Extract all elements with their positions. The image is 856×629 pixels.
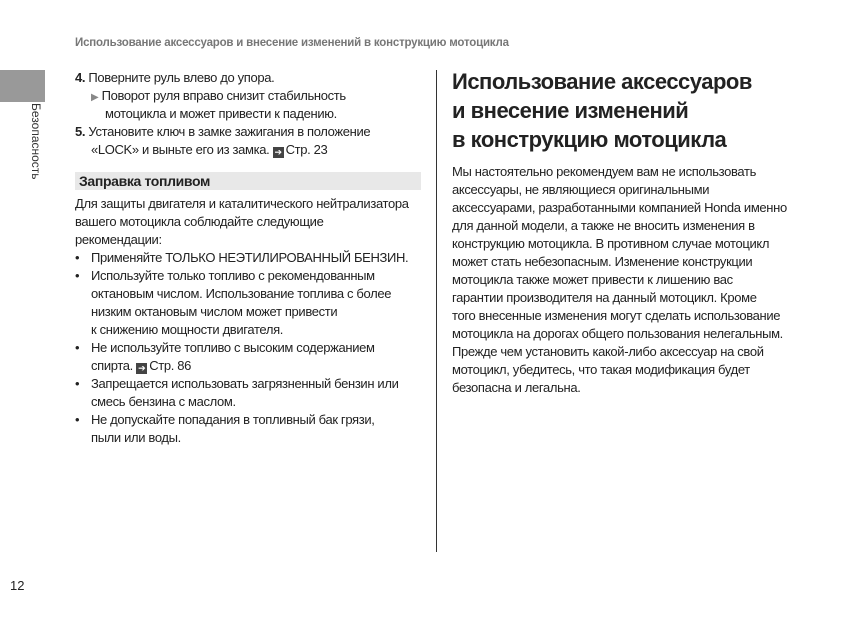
bullet-text: Используйте только топливо с рекомендованным: [91, 268, 375, 283]
body-line: может стать небезопасным. Изменение конструкции: [452, 254, 753, 269]
page-ref-link[interactable]: Стр. 86: [149, 358, 192, 373]
column-divider: [436, 70, 437, 552]
bullet-line: [75, 303, 421, 321]
page-number: 12: [10, 578, 25, 593]
triangle-arrow-icon: ▶: [91, 92, 99, 103]
title-line: Использование аксессуаров: [452, 69, 752, 94]
step-number: 5.: [75, 124, 86, 139]
step-text: «LOCK» и выньте его из замка.: [91, 142, 270, 157]
intro-line: вашего мотоцикла соблюдайте следующие: [75, 214, 324, 229]
bullet-line: [75, 321, 421, 339]
note-line: мотоцикла и может привести к падению.: [105, 106, 337, 121]
bullet-icon: •: [75, 412, 80, 427]
bullet-line: [75, 375, 421, 393]
bullet-line: [75, 429, 421, 447]
intro-line: рекомендации:: [75, 232, 162, 247]
bullet-line: [75, 411, 421, 429]
body-line: мотоцикла на дорогах общего пользования нелегальным.: [452, 326, 783, 341]
body-line: того внесенные изменения могут сделать использование: [452, 308, 781, 323]
page-ref-icon: ➔: [274, 147, 282, 157]
section-heading: Заправка топливом: [75, 172, 421, 190]
body-line: для данной модели, а также не вносить изменения в: [452, 218, 755, 233]
bullet-text: Запрещается использовать загрязненный бензин или: [91, 376, 399, 391]
step-5-cont: [75, 141, 421, 159]
bullet-text: Не допускайте попадания в топливный бак грязи,: [91, 412, 375, 427]
step-text: Установите ключ в замке зажигания в положение: [88, 124, 371, 139]
section-tab-marker: [0, 70, 45, 102]
bullet-icon: •: [75, 250, 80, 265]
bullet-text: к снижению мощности двигателя.: [91, 322, 284, 337]
body-line: Мы настоятельно рекомендуем вам не использовать: [452, 164, 757, 179]
step-5: [75, 123, 421, 141]
intro-line: Для защиты двигателя и каталитического нейтрализатора: [75, 196, 409, 211]
article-body: [452, 163, 787, 397]
bullet-text: Применяйте ТОЛЬКО НЕЭТИЛИРОВАННЫЙ БЕНЗИН.: [91, 250, 409, 265]
step-text: Поверните руль влево до упора.: [88, 70, 275, 85]
page-ref-icon: ➔: [138, 363, 146, 373]
step-4-note: [75, 87, 421, 105]
body-line: безопасна и легальна.: [452, 380, 581, 395]
step-4: [75, 69, 421, 87]
note-line: Поворот руля вправо снизит стабильность: [101, 88, 346, 103]
bullet-line: [75, 285, 421, 303]
bullet-line: [75, 339, 421, 357]
body-line: конструкцию мотоцикла. В противном случае мотоцикл: [452, 236, 770, 251]
right-column: [452, 67, 787, 397]
bullet-line: [75, 393, 421, 411]
body-line: мотоцикл, убедитесь, что такая модификация будет: [452, 362, 750, 377]
bullet-text: спирта.: [91, 358, 133, 373]
bullet-text: пыли или воды.: [91, 430, 181, 445]
bullet-list: [75, 249, 421, 447]
side-section-label: Безопасность: [29, 103, 43, 180]
body-line: аксессуарами, разработанными компанией Honda именно: [452, 200, 787, 215]
bullet-icon: •: [75, 376, 80, 391]
page-ref-link[interactable]: Стр. 23: [285, 142, 328, 157]
bullet-line: [75, 357, 421, 375]
bullet-text: смесь бензина с маслом.: [91, 394, 236, 409]
body-line: мотоцикла также может привести к лишению вас: [452, 272, 733, 287]
bullet-line: [75, 267, 421, 285]
article-title: [452, 67, 787, 154]
step-number: 4.: [75, 70, 86, 85]
title-line: и внесение изменений: [452, 98, 689, 123]
running-header: Использование аксессуаров и внесение изменений в конструкцию мотоцикла: [75, 37, 509, 49]
bullet-icon: •: [75, 268, 80, 283]
body-line: аксессуары, не являющиеся оригинальными: [452, 182, 710, 197]
left-column: [75, 69, 421, 447]
body-line: Прежде чем установить какой-либо аксессуар на свой: [452, 344, 764, 359]
bullet-text: Не используйте топливо с высоким содержанием: [91, 340, 375, 355]
bullet-line: [75, 249, 421, 267]
body-line: гарантии производителя на данный мотоцикл. Кроме: [452, 290, 757, 305]
bullet-icon: •: [75, 340, 80, 355]
bullet-text: низким октановым числом может привести: [91, 304, 338, 319]
bullet-text: октановым числом. Использование топлива с более: [91, 286, 392, 301]
title-line: в конструкцию мотоцикла: [452, 127, 727, 152]
